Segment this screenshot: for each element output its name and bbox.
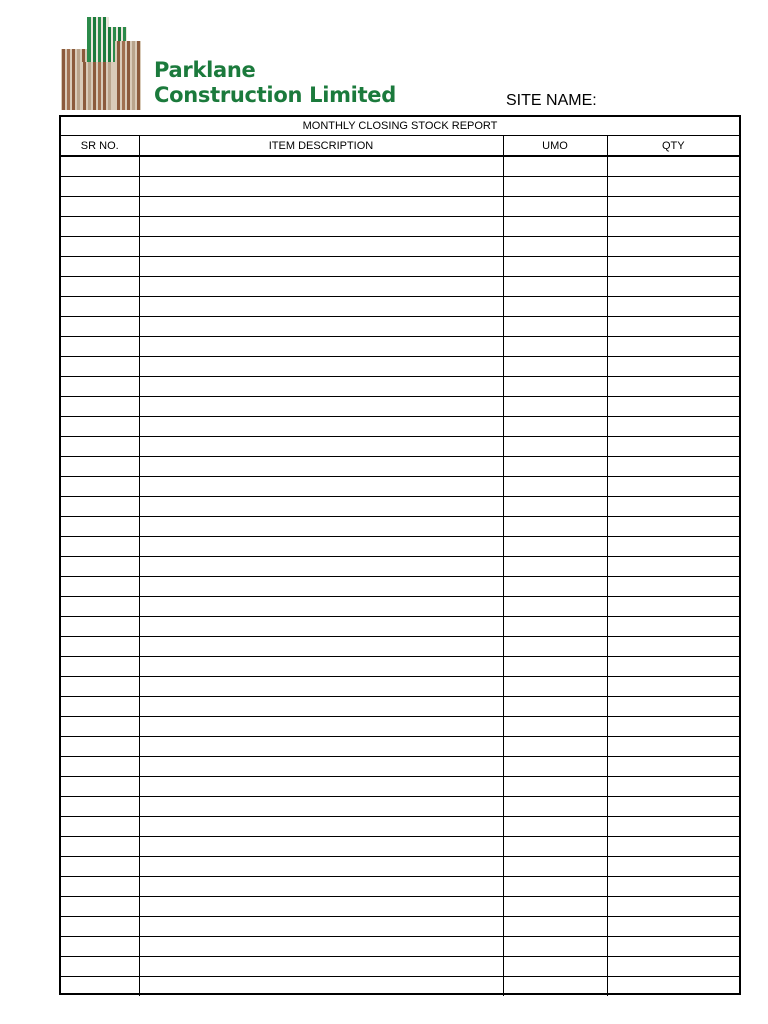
cell-sr-no[interactable] (61, 616, 139, 636)
header-item-description: ITEM DESCRIPTION (139, 136, 503, 156)
cell-sr-no[interactable] (61, 656, 139, 676)
cell-item-description[interactable] (139, 236, 503, 256)
cell-sr-no[interactable] (61, 176, 139, 196)
cell-sr-no[interactable] (61, 556, 139, 576)
cell-qty[interactable] (607, 536, 739, 556)
table-body (61, 156, 739, 996)
cell-umo[interactable] (503, 776, 607, 796)
table-row (61, 516, 739, 536)
cell-sr-no[interactable] (61, 976, 139, 996)
table-row (61, 836, 739, 856)
cell-umo[interactable] (503, 756, 607, 776)
table-row (61, 216, 739, 236)
cell-item-description[interactable] (139, 596, 503, 616)
cell-sr-no[interactable] (61, 676, 139, 696)
cell-sr-no[interactable] (61, 776, 139, 796)
table-row (61, 896, 739, 916)
report-title: MONTHLY CLOSING STOCK REPORT (61, 117, 739, 136)
table-row (61, 656, 739, 676)
cell-item-description[interactable] (139, 836, 503, 856)
cell-item-description[interactable] (139, 556, 503, 576)
cell-umo[interactable] (503, 816, 607, 836)
table-header-row (61, 136, 739, 156)
cell-sr-no[interactable] (61, 696, 139, 716)
table-row (61, 916, 739, 936)
cell-qty[interactable] (607, 656, 739, 676)
cell-umo[interactable] (503, 656, 607, 676)
table-row (61, 256, 739, 276)
cell-qty[interactable] (607, 796, 739, 816)
cell-umo[interactable] (503, 396, 607, 416)
cell-sr-no[interactable] (61, 396, 139, 416)
company-name-line1: Parklane (154, 58, 256, 82)
cell-qty[interactable] (607, 636, 739, 656)
cell-qty[interactable] (607, 676, 739, 696)
cell-sr-no[interactable] (61, 456, 139, 476)
cell-sr-no[interactable] (61, 916, 139, 936)
cell-sr-no[interactable] (61, 956, 139, 976)
cell-item-description[interactable] (139, 336, 503, 356)
cell-sr-no[interactable] (61, 416, 139, 436)
cell-item-description[interactable] (139, 936, 503, 956)
cell-item-description[interactable] (139, 516, 503, 536)
table-row (61, 676, 739, 696)
cell-item-description[interactable] (139, 756, 503, 776)
cell-sr-no[interactable] (61, 636, 139, 656)
table-row (61, 156, 739, 176)
cell-item-description[interactable] (139, 476, 503, 496)
cell-sr-no[interactable] (61, 236, 139, 256)
cell-qty[interactable] (607, 956, 739, 976)
cell-qty[interactable] (607, 156, 739, 176)
cell-qty[interactable] (607, 616, 739, 636)
cell-qty[interactable] (607, 916, 739, 936)
table-row (61, 276, 739, 296)
cell-item-description[interactable] (139, 416, 503, 436)
table-row (61, 236, 739, 256)
cell-qty[interactable] (607, 976, 739, 996)
table-row (61, 596, 739, 616)
cell-item-description[interactable] (139, 976, 503, 996)
cell-item-description[interactable] (139, 436, 503, 456)
cell-umo[interactable] (503, 256, 607, 276)
cell-umo[interactable] (503, 156, 607, 176)
cell-umo[interactable] (503, 236, 607, 256)
cell-sr-no[interactable] (61, 356, 139, 376)
cell-sr-no[interactable] (61, 476, 139, 496)
cell-sr-no[interactable] (61, 376, 139, 396)
table-row (61, 576, 739, 596)
table-row (61, 876, 739, 896)
cell-qty[interactable] (607, 516, 739, 536)
cell-umo[interactable] (503, 316, 607, 336)
cell-qty[interactable] (607, 556, 739, 576)
cell-item-description[interactable] (139, 636, 503, 656)
company-logo (57, 17, 141, 110)
cell-item-description[interactable] (139, 656, 503, 676)
cell-umo[interactable] (503, 916, 607, 936)
cell-umo[interactable] (503, 216, 607, 236)
header-sr-no: SR NO. (61, 136, 139, 156)
cell-umo[interactable] (503, 496, 607, 516)
cell-sr-no[interactable] (61, 596, 139, 616)
cell-umo[interactable] (503, 196, 607, 216)
table-row (61, 336, 739, 356)
table-row (61, 476, 739, 496)
cell-sr-no[interactable] (61, 496, 139, 516)
cell-qty[interactable] (607, 896, 739, 916)
cell-qty[interactable] (607, 716, 739, 736)
cell-sr-no[interactable] (61, 296, 139, 316)
cell-umo[interactable] (503, 956, 607, 976)
table-row (61, 816, 739, 836)
cell-umo[interactable] (503, 936, 607, 956)
cell-umo[interactable] (503, 356, 607, 376)
table-row (61, 496, 739, 516)
cell-umo[interactable] (503, 696, 607, 716)
table-row (61, 376, 739, 396)
cell-sr-no[interactable] (61, 576, 139, 596)
cell-qty[interactable] (607, 696, 739, 716)
cell-item-description[interactable] (139, 316, 503, 336)
cell-sr-no[interactable] (61, 196, 139, 216)
table-row (61, 776, 739, 796)
cell-sr-no[interactable] (61, 156, 139, 176)
cell-umo[interactable] (503, 676, 607, 696)
table-row (61, 536, 739, 556)
cell-qty[interactable] (607, 276, 739, 296)
table-row (61, 756, 739, 776)
cell-sr-no[interactable] (61, 216, 139, 236)
cell-qty[interactable] (607, 856, 739, 876)
cell-qty[interactable] (607, 316, 739, 336)
table-row (61, 956, 739, 976)
cell-item-description[interactable] (139, 216, 503, 236)
cell-qty[interactable] (607, 256, 739, 276)
cell-umo[interactable] (503, 596, 607, 616)
cell-umo[interactable] (503, 976, 607, 996)
cell-umo[interactable] (503, 636, 607, 656)
cell-sr-no[interactable] (61, 836, 139, 856)
cell-umo[interactable] (503, 876, 607, 896)
cell-qty[interactable] (607, 196, 739, 216)
cell-umo[interactable] (503, 576, 607, 596)
cell-qty[interactable] (607, 576, 739, 596)
cell-umo[interactable] (503, 616, 607, 636)
cell-umo[interactable] (503, 276, 607, 296)
table-row (61, 936, 739, 956)
table-row (61, 196, 739, 216)
table-row (61, 356, 739, 376)
cell-qty[interactable] (607, 736, 739, 756)
table-row (61, 716, 739, 736)
cell-item-description[interactable] (139, 196, 503, 216)
table-row (61, 396, 739, 416)
company-name-line2: Construction Limited (154, 83, 396, 107)
cell-sr-no[interactable] (61, 896, 139, 916)
cell-qty[interactable] (607, 236, 739, 256)
cell-item-description[interactable] (139, 276, 503, 296)
cell-item-description[interactable] (139, 716, 503, 736)
table-row (61, 696, 739, 716)
cell-qty[interactable] (607, 376, 739, 396)
table-row (61, 456, 739, 476)
table-row (61, 556, 739, 576)
cell-qty[interactable] (607, 416, 739, 436)
cell-item-description[interactable] (139, 616, 503, 636)
cell-item-description[interactable] (139, 856, 503, 876)
cell-qty[interactable] (607, 476, 739, 496)
cell-sr-no[interactable] (61, 756, 139, 776)
cell-sr-no[interactable] (61, 716, 139, 736)
stock-report-sheet (59, 115, 741, 995)
cell-umo[interactable] (503, 456, 607, 476)
cell-item-description[interactable] (139, 536, 503, 556)
cell-qty[interactable] (607, 176, 739, 196)
cell-umo[interactable] (503, 336, 607, 356)
cell-qty[interactable] (607, 296, 739, 316)
cell-qty[interactable] (607, 396, 739, 416)
cell-umo[interactable] (503, 476, 607, 496)
cell-item-description[interactable] (139, 256, 503, 276)
cell-qty[interactable] (607, 836, 739, 856)
table-row (61, 856, 739, 876)
cell-qty[interactable] (607, 496, 739, 516)
table-row (61, 436, 739, 456)
cell-item-description[interactable] (139, 456, 503, 476)
cell-sr-no[interactable] (61, 876, 139, 896)
cell-qty[interactable] (607, 756, 739, 776)
cell-sr-no[interactable] (61, 796, 139, 816)
cell-sr-no[interactable] (61, 256, 139, 276)
cell-umo[interactable] (503, 736, 607, 756)
header-qty: QTY (607, 136, 739, 156)
cell-item-description[interactable] (139, 776, 503, 796)
cell-item-description[interactable] (139, 496, 503, 516)
table-row (61, 976, 739, 996)
table-row (61, 796, 739, 816)
cell-qty[interactable] (607, 596, 739, 616)
cell-sr-no[interactable] (61, 436, 139, 456)
cell-item-description[interactable] (139, 696, 503, 716)
company-name (154, 58, 396, 108)
cell-qty[interactable] (607, 936, 739, 956)
cell-umo[interactable] (503, 896, 607, 916)
cell-qty[interactable] (607, 456, 739, 476)
cell-item-description[interactable] (139, 736, 503, 756)
cell-item-description[interactable] (139, 156, 503, 176)
cell-item-description[interactable] (139, 356, 503, 376)
cell-item-description[interactable] (139, 376, 503, 396)
cell-item-description[interactable] (139, 396, 503, 416)
cell-item-description[interactable] (139, 676, 503, 696)
cell-item-description[interactable] (139, 576, 503, 596)
cell-umo[interactable] (503, 416, 607, 436)
table-row (61, 736, 739, 756)
table-row (61, 296, 739, 316)
cell-sr-no[interactable] (61, 316, 139, 336)
cell-sr-no[interactable] (61, 816, 139, 836)
cell-umo[interactable] (503, 796, 607, 816)
cell-item-description[interactable] (139, 796, 503, 816)
cell-item-description[interactable] (139, 956, 503, 976)
table-row (61, 176, 739, 196)
cell-sr-no[interactable] (61, 856, 139, 876)
cell-qty[interactable] (607, 216, 739, 236)
cell-sr-no[interactable] (61, 276, 139, 296)
cell-sr-no[interactable] (61, 516, 139, 536)
cell-item-description[interactable] (139, 916, 503, 936)
cell-item-description[interactable] (139, 176, 503, 196)
cell-umo[interactable] (503, 436, 607, 456)
cell-sr-no[interactable] (61, 336, 139, 356)
table-row (61, 416, 739, 436)
cell-umo[interactable] (503, 856, 607, 876)
cell-umo[interactable] (503, 716, 607, 736)
cell-sr-no[interactable] (61, 736, 139, 756)
cell-umo[interactable] (503, 516, 607, 536)
site-name-label: SITE NAME: (506, 92, 597, 109)
cell-qty[interactable] (607, 356, 739, 376)
cell-qty[interactable] (607, 336, 739, 356)
table-row (61, 616, 739, 636)
cell-umo[interactable] (503, 376, 607, 396)
cell-qty[interactable] (607, 776, 739, 796)
header-umo: UMO (503, 136, 607, 156)
cell-umo[interactable] (503, 176, 607, 196)
cell-item-description[interactable] (139, 876, 503, 896)
cell-qty[interactable] (607, 436, 739, 456)
stock-table (61, 136, 739, 996)
table-row (61, 636, 739, 656)
cell-sr-no[interactable] (61, 536, 139, 556)
cell-qty[interactable] (607, 816, 739, 836)
cell-sr-no[interactable] (61, 936, 139, 956)
cell-qty[interactable] (607, 876, 739, 896)
cell-item-description[interactable] (139, 296, 503, 316)
cell-umo[interactable] (503, 536, 607, 556)
table-row (61, 316, 739, 336)
cell-item-description[interactable] (139, 896, 503, 916)
cell-umo[interactable] (503, 556, 607, 576)
cell-item-description[interactable] (139, 816, 503, 836)
cell-umo[interactable] (503, 836, 607, 856)
cell-umo[interactable] (503, 296, 607, 316)
